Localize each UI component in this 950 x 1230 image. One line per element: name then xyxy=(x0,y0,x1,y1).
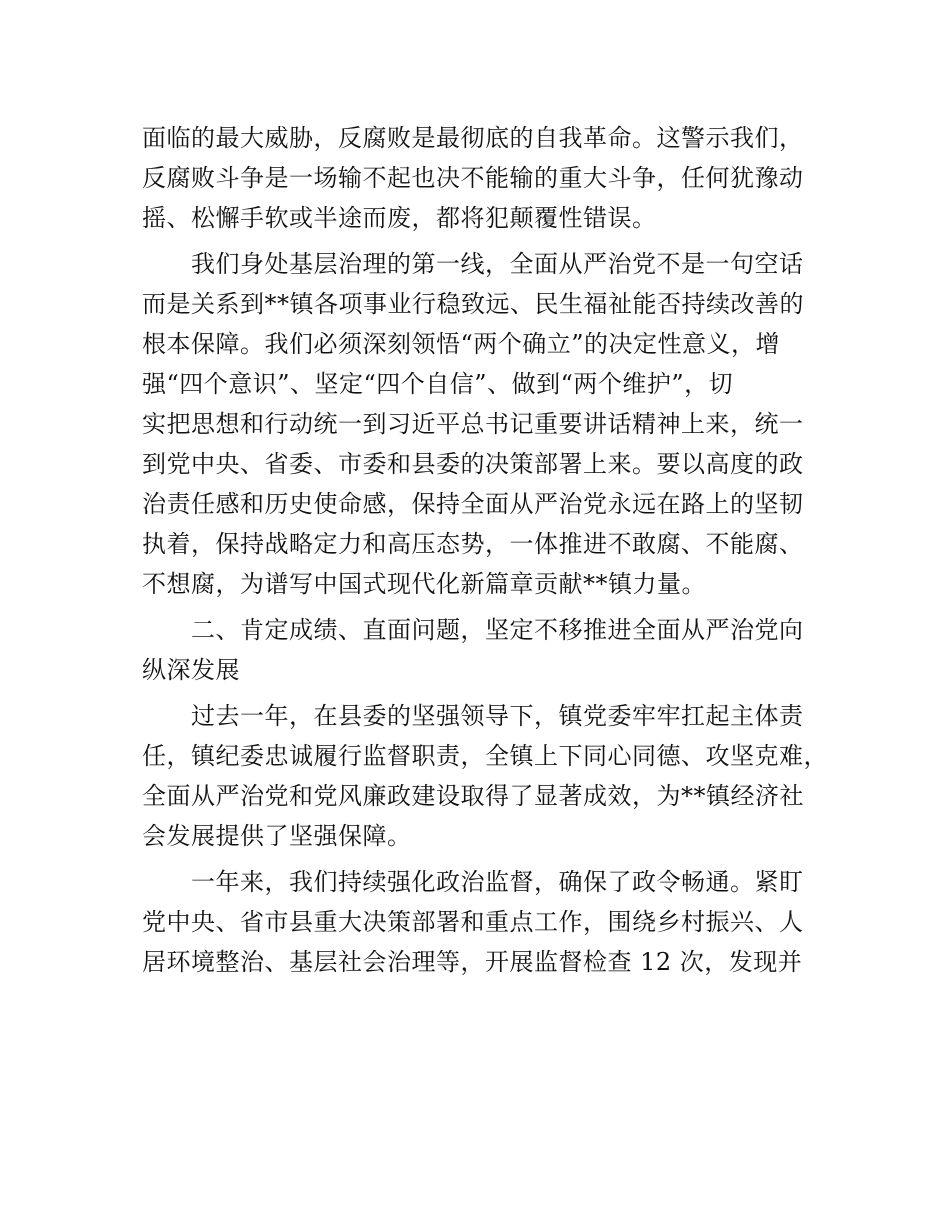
text-line: 而是关系到**镇各项事业行稳致远、民生福祉能否持续改善的 xyxy=(142,290,804,318)
text-line: 根本保障。我们必须深刻领悟“两个确立”的决定性意义，增 xyxy=(142,330,781,358)
paragraph-4 xyxy=(142,862,822,982)
text-line: 到党中央、省委、市委和县委的决策部署上来。要以高度的政 xyxy=(142,450,804,478)
paragraph-2 xyxy=(142,244,822,604)
text-line: 会发展提供了坚强保障。 xyxy=(142,822,412,850)
text-line: 一年来，我们持续强化政治监督，确保了政令畅通。紧盯 xyxy=(142,868,804,896)
text-line: 全面从严治党和党风廉政建设取得了显著成效，为**镇经济社 xyxy=(142,782,804,810)
text-line: 居环境整治、基层社会治理等，开展监督检查 12 次，发现并 xyxy=(142,948,803,976)
section-heading-2 xyxy=(142,610,822,690)
text-line: 反腐败斗争是一场输不起也决不能输的重大斗争，任何犹豫动 xyxy=(142,164,804,192)
text-line: 过去一年，在县委的坚强领导下，镇党委牢牢扛起主体责 xyxy=(142,702,804,730)
text-line: 不想腐，为谱写中国式现代化新篇章贡献**镇力量。 xyxy=(142,570,706,598)
text-line: 面临的最大威胁，反腐败是最彻底的自我革命。这警示我们， xyxy=(142,124,804,152)
paragraph-1 xyxy=(142,118,822,238)
paragraph-3 xyxy=(142,696,828,856)
heading-line: 二、肯定成绩、直面问题，坚定不移推进全面从严治党向 xyxy=(142,616,804,644)
document-body xyxy=(142,118,828,982)
text-line: 治责任感和历史使命感，保持全面从严治党永远在路上的坚韧 xyxy=(142,490,804,518)
text-line: 实把思想和行动统一到习近平总书记重要讲话精神上来，统一 xyxy=(142,410,804,438)
text-line: 强“四个意识”、坚定“四个自信”、做到“两个维护”，切 xyxy=(142,370,734,398)
heading-line: 纵深发展 xyxy=(142,656,240,684)
text-line: 摇、松懈手软或半途而废，都将犯颠覆性错误。 xyxy=(142,204,657,232)
text-line: 执着，保持战略定力和高压态势，一体推进不敢腐、不能腐、 xyxy=(142,530,804,558)
text-line: 任，镇纪委忠诚履行监督职责，全镇上下同心同德、攻坚克难， xyxy=(142,742,828,770)
text-line: 我们身处基层治理的第一线，全面从严治党不是一句空话 xyxy=(142,250,804,278)
text-line: 党中央、省市县重大决策部署和重点工作，围绕乡村振兴、人 xyxy=(142,908,804,936)
